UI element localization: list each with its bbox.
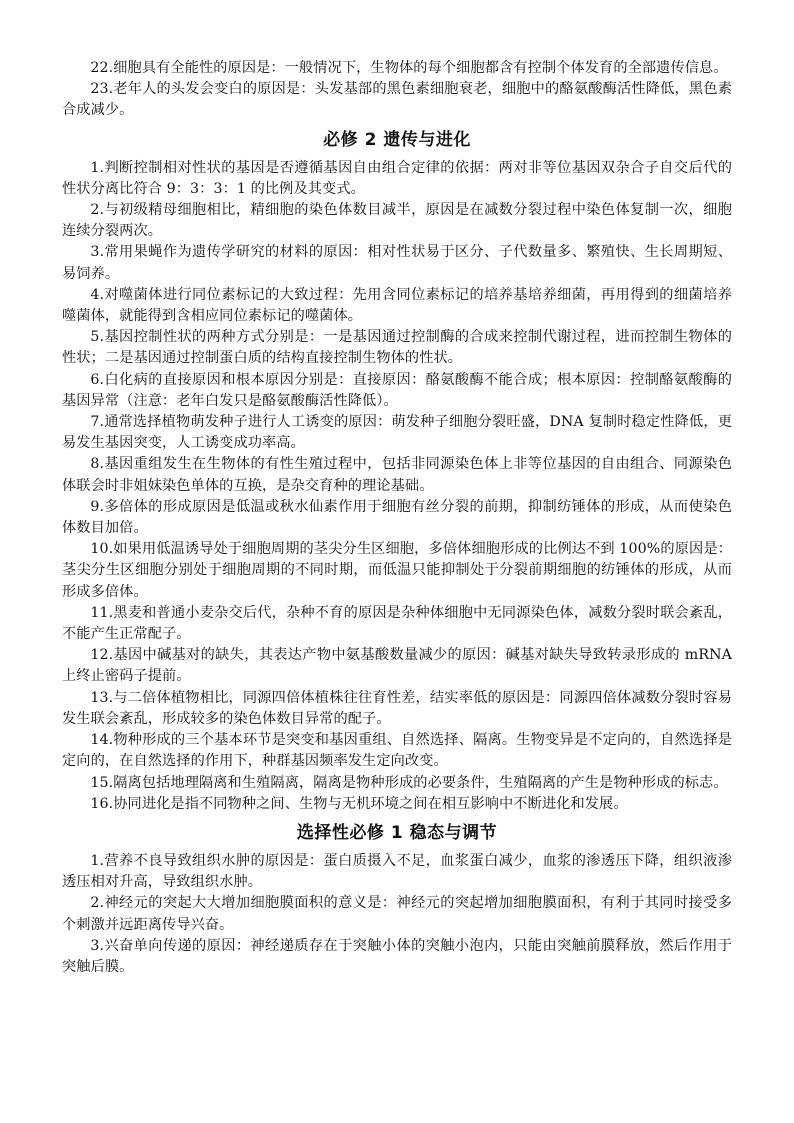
intro-item-22: 22.细胞具有全能性的原因是：一般情况下，生物体的每个细胞都含有控制个体发育的全部遗传信息。	[90, 60, 728, 76]
genetics-item-11: 11.黑麦和普通小麦杂交后代，杂种不育的原因是杂种体细胞中无同源染色体，减数分裂时联会紊乱，不能产生正常配子。	[62, 604, 732, 643]
genetics-item-6: 6.白化病的直接原因和根本原因分别是：直接原因：酪氨酸酶不能合成；根本原因：控制酪氨酸酶的基因异常（注意：老年白发只是酪氨酸酶活性降低）。	[62, 371, 732, 409]
genetics-item-14: 14.物种形成的三个基本环节是突变和基因重组、自然选择、隔离。生物变异是不定向的，自然选择是定向的，在自然选择的作用下，种群基因频率发生定向改变。	[62, 732, 732, 770]
genetics-item-8: 8.基因重组发生在生物体的有性生殖过程中，包括非同源染色体上非等位基因的自由组合、同源染色体联会时非姐妹染色单体的互换，是杂交育种的理论基础。	[62, 456, 732, 494]
genetics-item-10: 10.如果用低温诱导处于细胞周期的茎尖分生区细胞，多倍体细胞形成的比例达不到 100%的原因是：茎尖分生区细胞分别处于细胞周期的不同时期，而低温只能抑制处于分裂前期细胞的纺锤体的形成，从而形成多倍体。	[62, 541, 732, 600]
genetics-item-16: 16.协同进化是指不同物种之间、生物与无机环境之间在相互影响中不断进化和发展。	[90, 795, 628, 812]
genetics-item-15: 15.隔离包括地理隔离和生殖隔离，隔离是物种形成的必要条件，生殖隔离的产生是物种形成的标志。	[90, 774, 728, 791]
genetics-item-5: 5.基因控制性状的两种方式分别是：一是基因通过控制酶的合成来控制代谢过程，进而控制生物体的性状；二是基因通过控制蛋白质的结构直接控制生物体的性状。	[62, 329, 732, 367]
genetics-item-4: 4.对噬菌体进行同位素标记的大致过程：先用含同位素标记的培养基培养细菌，再用得到的细菌培养噬菌体，就能得到含相应同位素标记的噬菌体。	[62, 286, 732, 325]
intro-item-23: 23.老年人的头发会变白的原因是：头发基部的黑色素细胞衰老，细胞中的酪氨酸酶活性降低，黑色素合成减少。	[62, 81, 732, 119]
section-title-genetics-evolution: 必修 2 遗传与进化	[323, 129, 471, 150]
genetics-item-2: 2.与初级精母细胞相比，精细胞的染色体数目减半，原因是在减数分裂过程中染色体复制一次，细胞连续分裂两次。	[62, 202, 732, 240]
homeostasis-item-2: 2.神经元的突起大大增加细胞膜面积的意义是：神经元的突起增加细胞膜面积，有利于其同时接受多个刺激并远距离传导兴奋。	[62, 895, 732, 933]
genetics-item-7: 7.通常选择植物萌发种子进行人工诱变的原因：萌发种子细胞分裂旺盛，DNA 复制时稳定性降低，更易发生基因突变，人工诱变成功率高。	[62, 414, 732, 452]
homeostasis-item-1: 1.营养不良导致组织水肿的原因是：蛋白质摄入不足，血浆蛋白减少，血浆的渗透压下降，组织液渗透压相对升高，导致组织水肿。	[62, 852, 732, 891]
homeostasis-item-3: 3.兴奋单向传递的原因：神经递质存在于突触小体的突触小泡内，只能由突触前膜释放，然后作用于突触后膜。	[62, 937, 732, 975]
genetics-item-1: 1.判断控制相对性状的基因是否遵循基因自由组合定律的依据：两对非等位基因双杂合子自交后代的性状分离比符合 9：3：3：1 的比例及其变式。	[62, 159, 732, 197]
genetics-item-3: 3.常用果蝇作为遗传学研究的材料的原因：相对性状易于区分、子代数量多、繁殖快、生长周期短、易饲养。	[62, 244, 732, 282]
genetics-item-9: 9.多倍体的形成原因是低温或秋水仙素作用于细胞有丝分裂的前期，抑制纺锤体的形成，从而使染色体数目加倍。	[62, 498, 732, 537]
genetics-item-13: 13.与二倍体植物相比，同源四倍体植株往往育性差，结实率低的原因是：同源四倍体减数分裂时容易发生联会紊乱，形成较多的染色体数目异常的配子。	[62, 689, 732, 727]
section-title-homeostasis-regulation: 选择性必修 1 稳态与调节	[296, 822, 498, 843]
genetics-item-12: 12.基因中碱基对的缺失，其表达产物中氨基酸数量减少的原因：碱基对缺失导致转录形成的 mRNA 上终止密码子提前。	[62, 647, 732, 685]
